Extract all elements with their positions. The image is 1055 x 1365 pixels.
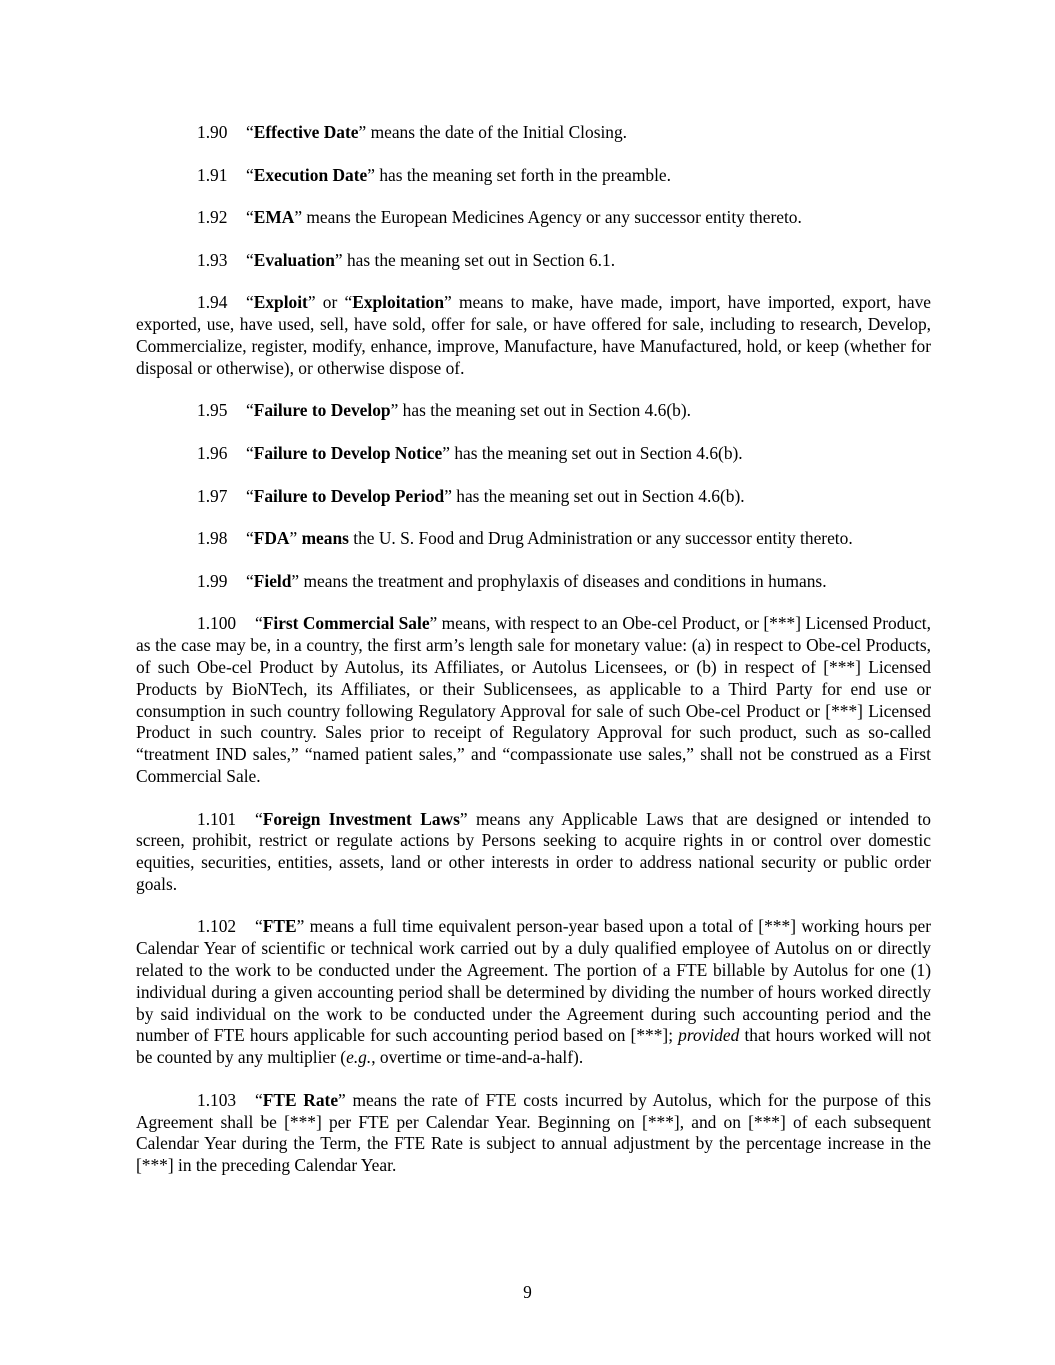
definition-text: “ [246,249,254,270]
defined-term: Failure to Develop Notice [253,442,443,463]
definition-text: “ [246,570,254,591]
definition-text: ” or “ [307,292,353,313]
definition-paragraph [136,528,931,550]
document-body [136,122,931,1198]
page-number: 9 [523,1282,532,1302]
defined-term: First Commercial Sale [262,613,430,634]
emphasis-text: provided [678,1025,740,1046]
defined-term: FTE [262,916,297,937]
section-number: 1.93 [197,249,228,270]
section-number: 1.100 [197,613,237,634]
defined-term: FDA [253,528,290,549]
defined-term: Field [253,570,292,591]
definition-text: “ [255,916,263,937]
definition-paragraph [136,292,931,379]
section-number: 1.94 [197,292,228,313]
definition-text: ” has the meaning set forth in the preamble. [367,164,672,185]
defined-term: Effective Date [253,122,359,142]
definition-paragraph [136,207,931,229]
definition-text: “ [246,528,254,549]
definition-text: “ [246,207,254,228]
definition-text: ” means the rate of FTE costs incurred by Autolus, which for the purpose of this Agreement shall be [***] per FTE per Calendar Year. Beginning on [***], and on [***] of each subsequent Calendar Year during the Term, the FTE Rate is subject to annual adjustment by the percentage increase in the [***] in the preceding Calendar Year. [136,1089,931,1176]
definition-text: “ [246,485,254,506]
definition-text: ” means the European Medicines Agency or any successor entity thereto. [294,207,802,228]
definition-paragraph [136,613,931,787]
definition-paragraph [136,250,931,272]
definition-paragraph [136,165,931,187]
defined-term: Failure to Develop Period [253,485,445,506]
definition-text: “ [255,1089,263,1110]
definition-text: , overtime or time-and-a-half). [371,1047,584,1068]
defined-term: Failure to Develop [253,400,391,421]
definition-paragraph [136,916,931,1069]
defined-term: FTE Rate [262,1089,339,1110]
definition-text: ” has the meaning set out in Section 4.6(b). [390,400,691,421]
definition-text: ” means the date of the Initial Closing. [358,122,628,142]
definition-paragraph [136,486,931,508]
defined-term: Foreign Investment Laws [262,808,460,829]
defined-term: Evaluation [253,249,335,270]
emphasis-text: e.g. [346,1047,372,1068]
section-number: 1.102 [197,916,237,937]
defined-term: means [301,528,349,549]
definition-text: ” means the treatment and prophylaxis of diseases and conditions in humans. [291,570,827,591]
section-number: 1.99 [197,570,228,591]
section-number: 1.98 [197,528,228,549]
section-number: 1.90 [197,122,228,142]
definition-paragraph [136,571,931,593]
section-number: 1.97 [197,485,228,506]
definition-text: ” means to make, have made, import, have imported, export, have exported, use, have used, sell, have sold, offer for sale, or have offered for sale, including to research, Develop, Commercialize, register, modify, enhance, improve, Manufacture, have Manufactured, hold, or keep (whether for disposal or otherwise), or otherwise dispose of. [136,292,931,378]
definition-text: ” has the meaning set out in Section 6.1. [334,249,616,270]
section-number: 1.96 [197,442,228,463]
definition-text: “ [255,808,263,829]
definition-paragraph [136,809,931,896]
definition-text: ” [289,528,302,549]
definition-paragraph [136,122,931,144]
definition-text: the U. S. Food and Drug Administration or any successor entity thereto. [348,528,853,549]
definition-text: ” means, with respect to an Obe-cel Product, or [***] Licensed Product, as the case may be, in a country, the first arm’s length sale for monetary value: (a) in respect to Obe-cel Products, of such Obe-cel Product by Autolus, its Affiliates, or Autolus Licensees, or (b) in respect of [***] Licensed Products by BioNTech, its Affiliates, or their Sublicensees, as applicable to a Third Party for end use or consumption in such country following Regulatory Approval for sale of such Obe-cel Product or [***] Licensed Product in such country. Sales prior to receipt of Regulatory Approval for such product, such as so-called “treatment IND sales,” “named patient sales,” and “compassionate use sales,” shall not be construed as a First Commercial Sale. [136,613,931,786]
defined-term: Exploitation [352,292,445,313]
defined-term: Exploit [253,292,308,313]
definition-paragraph [136,1090,931,1177]
definition-text: “ [246,400,254,421]
definition-text: “ [246,292,254,313]
definition-paragraph [136,443,931,465]
definition-text: “ [246,164,254,185]
defined-term: EMA [253,207,295,228]
definition-text: ” means any Applicable Laws that are designed or intended to screen, prohibit, restrict or regulate actions by Persons seeking to acquire rights in or control over domestic equities, securities, entities, assets, land or other interests in order to address national security or public order goals. [136,808,931,894]
definition-text: “ [246,122,254,142]
section-number: 1.101 [197,808,237,829]
section-number: 1.92 [197,207,228,228]
section-number: 1.103 [197,1089,237,1110]
definition-text: ” has the meaning set out in Section 4.6(b). [444,485,745,506]
section-number: 1.91 [197,164,228,185]
definition-text: that hours worked will not be counted by any multiplier ( [136,1025,931,1068]
definition-text: ” means a full time equivalent person-year based upon a total of [***] working hours per Calendar Year of scientific or technical work carried out by a duly qualified employee of Autolus on or directly related to the work to be conducted under the Agreement. The portion of a FTE billable by Autolus for one (1) individual during a given accounting period shall be determined by dividing the number of hours worked directly by said individual on the work to be conducted under the Agreement during such accounting period and the number of FTE hours applicable for such accounting period based on [***]; [136,916,931,1046]
definition-text: “ [246,442,254,463]
section-number: 1.95 [197,400,228,421]
definition-text: ” has the meaning set out in Section 4.6(b). [442,442,743,463]
defined-term: Execution Date [253,164,368,185]
definition-paragraph [136,400,931,422]
definition-text: “ [255,613,263,634]
